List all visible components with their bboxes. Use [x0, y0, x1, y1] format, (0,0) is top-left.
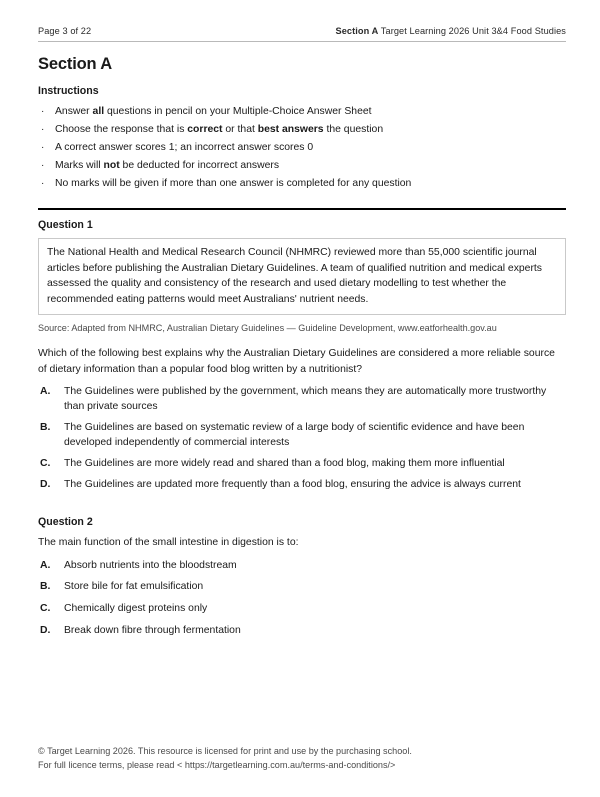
option-letter: B. [40, 421, 51, 433]
question-1-stimulus: The National Health and Medical Research Council (NHMRC) reviewed more than 55,000 scientific journal articles before publishing the Australian Dietary Guidelines. A team of qualified nutrition and medical experts assessed the quality and consistency of the research and used dietary modelling to test whether the recommended eating patterns would meet Australians' nutrient needs. [38, 238, 566, 315]
option-letter: A. [40, 559, 51, 571]
option-text: Break down fibre through fermentation [64, 624, 241, 636]
answer-option[interactable] [38, 477, 566, 493]
option-letter: A. [40, 385, 51, 397]
instruction-emphasis: not [103, 159, 120, 171]
question-1-options [38, 384, 566, 493]
option-letter: D. [40, 478, 51, 490]
question-1-source: Source: Adapted from NHMRC, Australian Dietary Guidelines — Guideline Development, www.eatforhealth.gov.au [38, 323, 497, 334]
option-text: The Guidelines are based on systematic review of a large body of scientific evidence and have been developed independently of commercial interests [64, 421, 525, 449]
option-text: The Guidelines are more widely read and shared than a food blog, making them more influential [64, 457, 505, 469]
footer-licence-line: For full licence terms, please read < https://targetlearning.com.au/terms-and-conditions/> [38, 759, 396, 770]
question-1-block [38, 219, 566, 492]
instruction-text: or that [222, 123, 258, 135]
instruction-item [38, 158, 566, 174]
page-indicator: Page 3 of 22 [38, 26, 92, 36]
option-text: Absorb nutrients into the bloodstream [64, 559, 237, 571]
question-2-stem: The main function of the small intestine in digestion is to: [38, 537, 299, 549]
instruction-emphasis: all [92, 106, 105, 117]
page-content [38, 26, 566, 644]
option-letter: B. [40, 581, 51, 593]
page-title: Section A [38, 55, 112, 73]
instruction-text: A correct answer scores 1; an incorrect answer scores 0 [55, 141, 314, 153]
instruction-text: Choose the response that is [55, 123, 188, 135]
header-exam-title [335, 26, 566, 36]
option-text: Chemically digest proteins only [64, 602, 208, 614]
answer-option[interactable] [38, 384, 566, 415]
instruction-text: No marks will be given if more than one answer is completed for any question [55, 177, 412, 189]
instruction-emphasis: best answers [257, 123, 324, 135]
bullet-icon: · [41, 177, 45, 189]
option-text: The Guidelines were published by the government, which means they are automatically more trustworthy than private sources [64, 385, 547, 413]
question-2-options [38, 558, 566, 638]
instruction-item [38, 104, 566, 120]
option-letter: C. [40, 457, 51, 469]
option-text: The Guidelines are updated more frequently than a food blog, ensuring the advice is always current [64, 478, 521, 490]
instruction-text: be deducted for incorrect answers [119, 159, 280, 171]
answer-option[interactable] [38, 579, 566, 595]
answer-option[interactable] [38, 558, 566, 574]
instruction-item [38, 122, 566, 138]
instruction-item [38, 140, 566, 156]
bullet-icon: · [41, 141, 45, 153]
answer-option[interactable] [38, 420, 566, 451]
option-letter: D. [40, 624, 51, 636]
instruction-item [38, 176, 566, 192]
instructions-heading: Instructions [38, 85, 99, 97]
section-divider [38, 208, 566, 210]
running-header [38, 26, 566, 42]
question-1-label: Question 1 [38, 219, 93, 232]
instruction-text: the question [323, 123, 384, 135]
header-section-label: Section A [335, 26, 379, 36]
option-text: Store bile for fat emulsification [64, 581, 204, 593]
question-2-block [38, 516, 566, 638]
answer-option[interactable] [38, 456, 566, 472]
header-exam-detail: Target Learning 2026 Unit 3&4 Food Studies [378, 26, 566, 36]
instructions-list [38, 104, 566, 192]
instruction-text: Answer [55, 106, 93, 117]
question-1-stem: Which of the following best explains why the Australian Dietary Guidelines are considered a more reliable source of dietary information than a popular food blog written by a nutritionist? [38, 348, 555, 375]
answer-option[interactable] [38, 601, 566, 617]
instruction-emphasis: correct [187, 123, 223, 135]
page-footer [38, 745, 566, 772]
question-2-label: Question 2 [38, 516, 93, 529]
instruction-text: Marks will [55, 159, 104, 171]
answer-option[interactable] [38, 623, 566, 639]
option-letter: C. [40, 602, 51, 614]
instruction-text: questions in pencil on your Multiple-Choice Answer Sheet [104, 106, 372, 117]
bullet-icon: · [41, 159, 45, 171]
bullet-icon: · [41, 123, 45, 135]
footer-copyright-line: © Target Learning 2026. This resource is licensed for print and use by the purchasing school. [38, 746, 412, 756]
bullet-icon: · [41, 106, 45, 117]
